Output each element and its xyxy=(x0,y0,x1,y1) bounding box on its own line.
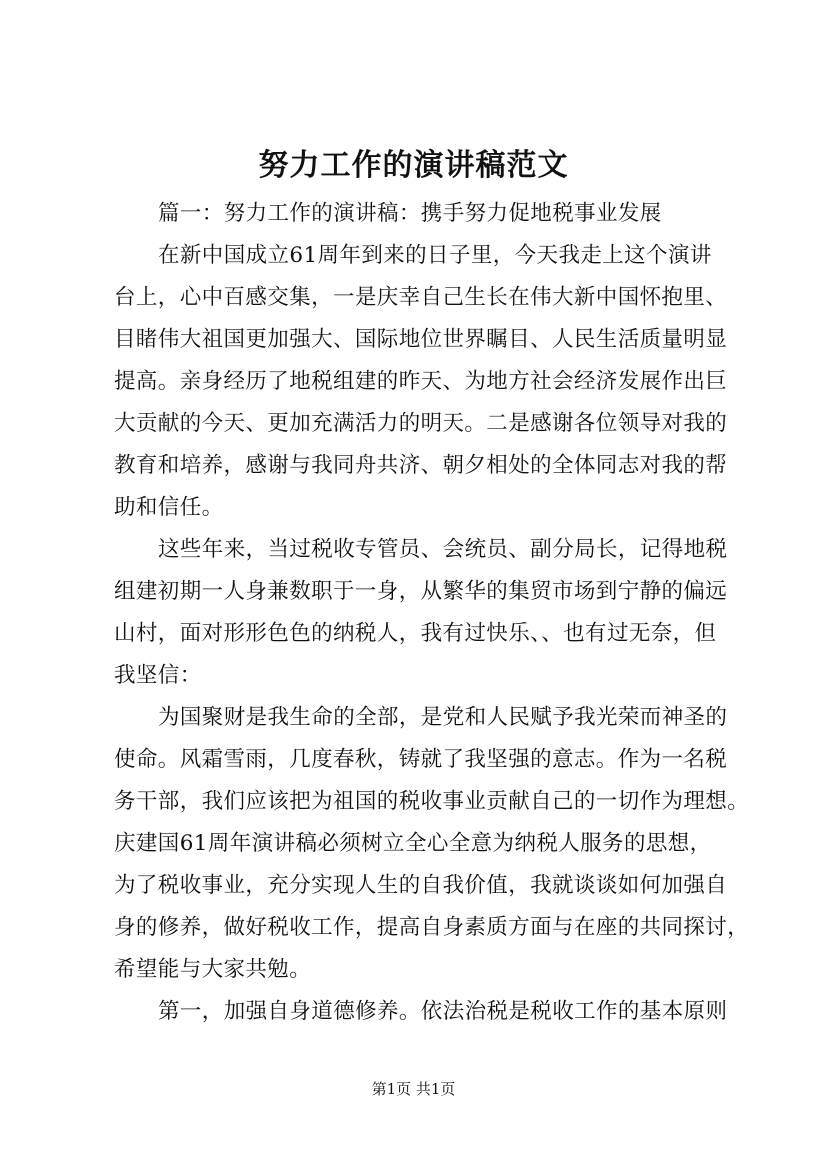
text-line: 我坚信： xyxy=(114,663,202,688)
text-line: 第一，加强自身道德修养。依法治税是税收工作的基本原则 xyxy=(158,999,728,1024)
text-line: 为国聚财是我生命的全部，是党和人民赋予我光荣而神圣的 xyxy=(158,705,728,730)
text-line: 希望能与大家共勉。 xyxy=(114,957,312,982)
text-line: 这些年来，当过税收专管员、会统员、副分局长，记得地税 xyxy=(158,537,728,562)
text-line: 教育和培养，感谢与我同舟共济、朝夕相处的全体同志对我的帮 xyxy=(114,453,728,478)
document-title: 努力工作的演讲稿范文 xyxy=(258,148,569,183)
text-line: 为了税收事业，充分实现人生的自我价值，我就谈谈如何加强自 xyxy=(114,873,728,898)
text-line: 使命。风霜雪雨，几度春秋，铸就了我坚强的意志。作为一名税 xyxy=(114,747,728,772)
text-line: 身的修养，做好税收工作，提高自身素质方面与在座的共同探讨， xyxy=(114,915,750,940)
text-line: 助和信任。 xyxy=(114,495,224,520)
page-number-footer: 第1页 共1页 xyxy=(371,1080,456,1098)
text-line: 大贡献的今天、更加充满活力的明天。二是感谢各位领导对我的 xyxy=(114,411,728,436)
text-line: 在新中国成立61周年到来的日子里，今天我走上这个演讲 xyxy=(158,243,712,268)
text-line-chapter-heading: 篇一：努力工作的演讲稿：携手努力促地税事业发展 xyxy=(158,201,662,226)
text-line: 组建初期一人身兼数职于一身，从繁华的集贸市场到宁静的偏远 xyxy=(114,579,728,604)
text-line: 提高。亲身经历了地税组建的昨天、为地方社会经济发展作出巨 xyxy=(114,369,728,394)
text-line: 庆建国61周年演讲稿必须树立全心全意为纳税人服务的思想， xyxy=(114,831,712,856)
text-line: 务干部，我们应该把为祖国的税收事业贡献自己的一切作为理想。 xyxy=(114,789,750,814)
text-line: 台上，心中百感交集，一是庆幸自己生长在伟大新中国怀抱里、 xyxy=(114,285,728,310)
text-line: 目睹伟大祖国更加强大、国际地位世界瞩目、人民生活质量明显 xyxy=(114,327,728,352)
text-line: 山村，面对形形色色的纳税人，我有过快乐、、也有过无奈，但 xyxy=(114,621,717,646)
